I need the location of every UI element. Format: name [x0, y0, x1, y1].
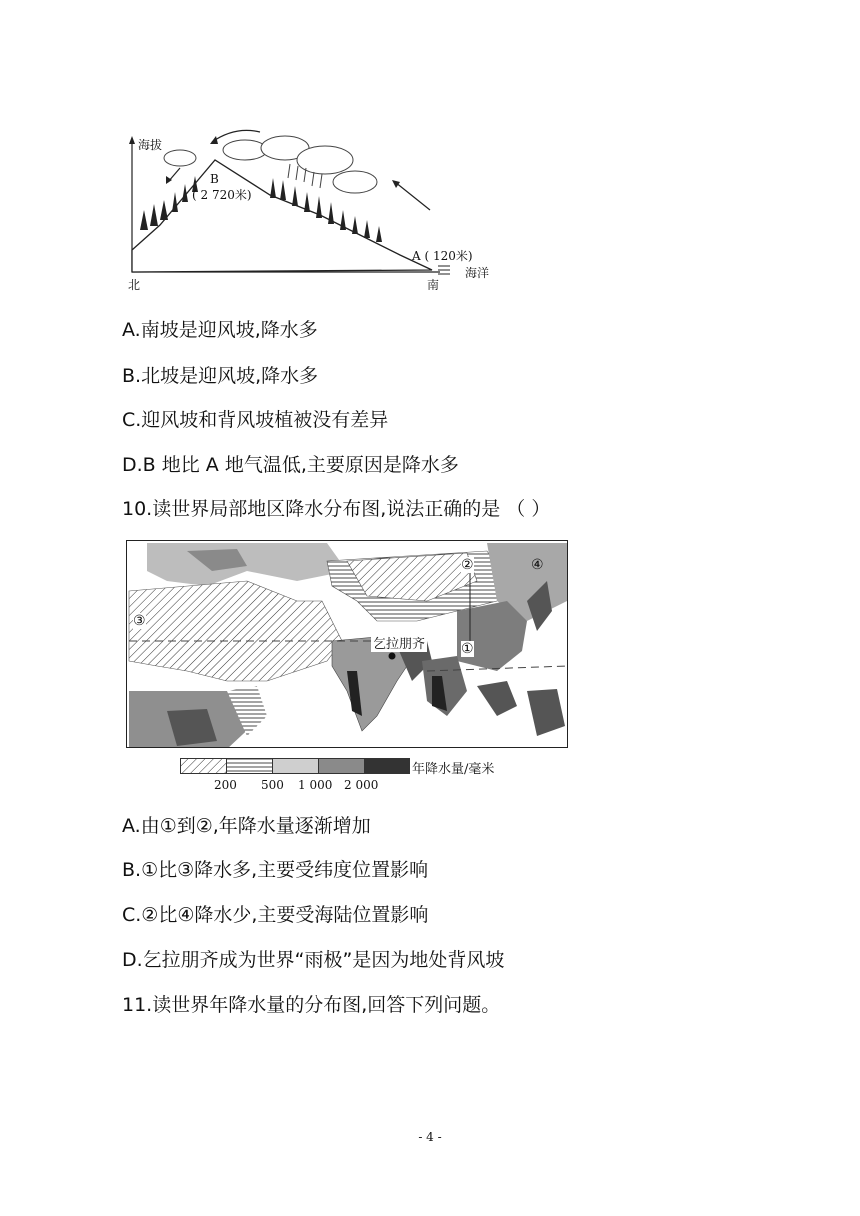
q9-option-a: A.南坡是迎风坡,降水多	[122, 319, 318, 341]
north-label: 北	[128, 278, 141, 292]
legend-tick-2000: 2 000	[344, 778, 379, 792]
precipitation-map	[126, 540, 568, 748]
marker-4: ④	[531, 557, 544, 573]
mountain-profile-svg	[120, 120, 510, 300]
legend-tick-1000: 1 000	[298, 778, 333, 792]
sea-lines	[438, 266, 450, 274]
q10-title: 10.读世界局部地区降水分布图,说法正确的是 （ ）	[122, 498, 551, 520]
map-legend	[180, 758, 520, 798]
marker-3: ③	[133, 613, 146, 629]
city-dot	[389, 653, 396, 660]
legend-tick-500: 500	[261, 778, 284, 792]
ocean-label: 海洋	[465, 266, 490, 280]
page-number: - 4 -	[418, 1130, 442, 1144]
legend-tick-200: 200	[214, 778, 237, 792]
q10-option-b: B.①比③降水多,主要受纬度位置影响	[122, 859, 429, 881]
q10-option-a: A.由①到②,年降水量逐渐增加	[122, 815, 371, 837]
point-b-label: B	[210, 172, 219, 186]
q9-option-d: D.B 地比 A 地气温低,主要原因是降水多	[122, 454, 459, 476]
precipitation-map-svg	[127, 541, 568, 748]
marker-1: ①	[461, 641, 474, 657]
q10-option-d: D.乞拉朋齐成为世界“雨极”是因为地处背风坡	[122, 949, 505, 971]
q10-option-c: C.②比④降水少,主要受海陆位置影响	[122, 904, 429, 926]
legend-swatches	[180, 758, 410, 774]
city-label: 乞拉朋齐	[371, 633, 427, 652]
mountain-profile-figure	[120, 120, 510, 300]
q9-option-c: C.迎风坡和背风坡植被没有差异	[122, 409, 389, 431]
mountain-shape	[132, 160, 432, 272]
legend-label: 年降水量/毫米	[412, 762, 495, 777]
q11-title: 11.读世界年降水量的分布图,回答下列问题。	[122, 994, 501, 1016]
marker-2: ②	[461, 557, 474, 573]
point-a-label: A ( 120米)	[412, 249, 473, 263]
altitude-label: 海拔	[138, 138, 163, 152]
point-b-elevation: ( 2 720米)	[192, 188, 252, 202]
south-label: 南	[427, 278, 440, 292]
q9-option-b: B.北坡是迎风坡,降水多	[122, 365, 319, 387]
altitude-axis-arrow	[129, 136, 135, 144]
